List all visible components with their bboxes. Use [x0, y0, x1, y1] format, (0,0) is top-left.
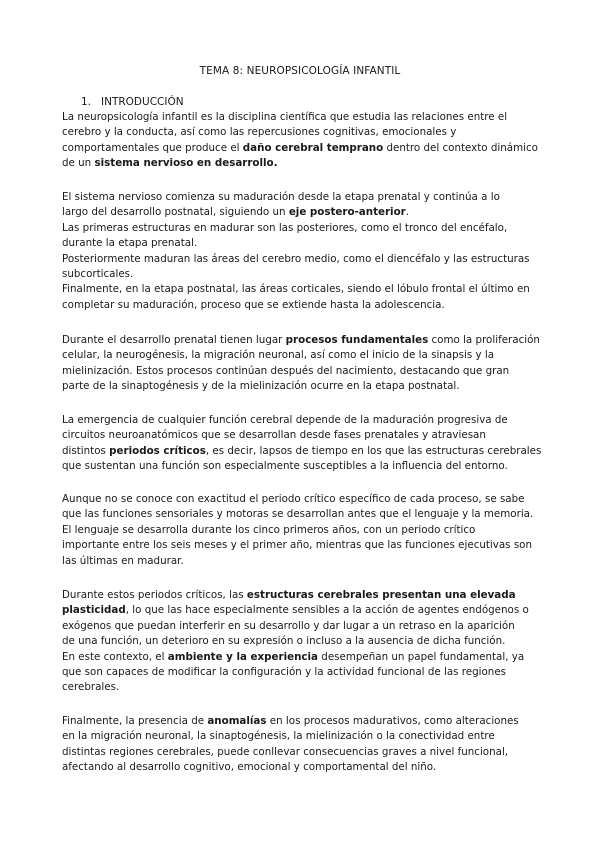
text-line — [62, 428, 542, 443]
text-run: parte de la sinaptogénesis y de la mielinización ocurre en la etapa postnatal. — [62, 380, 460, 393]
text-run: cerebrales. — [62, 681, 120, 694]
bold-text: ambiente y la experiencia — [167, 650, 319, 663]
text-line — [62, 554, 542, 569]
text-line — [62, 665, 542, 680]
text-line — [62, 729, 542, 744]
paragraph-5 — [62, 492, 542, 569]
text-run: de una función, un deterioro en su expresión o incluso a la ausencia de dicha función. — [62, 635, 506, 648]
text-run: durante la etapa prenatal. — [62, 237, 198, 250]
text-run: dentro del contexto dinámico — [383, 141, 538, 154]
bold-text: periodos críticos — [109, 444, 206, 457]
text-line — [62, 252, 542, 267]
text-line — [62, 634, 542, 649]
text-line — [62, 156, 542, 171]
text-line — [62, 333, 542, 348]
text-line — [62, 444, 542, 459]
text-run: distintas regiones cerebrales, puede conllevar consecuencias graves a nivel funcional, — [62, 745, 509, 758]
text-run: Durante estos periodos críticos, las — [62, 589, 247, 601]
bold-text: daño cerebral temprano — [242, 141, 384, 154]
text-run: afectando al desarrollo cognitivo, emocional y comportamental del niño. — [62, 761, 437, 774]
text-run: de un — [62, 157, 95, 170]
text-run: en los procesos madurativos, como alteraciones — [266, 715, 519, 727]
paragraph-7 — [62, 714, 542, 776]
section-heading — [81, 95, 184, 109]
text-line — [62, 492, 542, 507]
text-line — [62, 190, 542, 205]
text-run: que son capaces de modificar la configuración y la actividad funcional de las regiones — [62, 666, 507, 679]
section-number: 1. — [81, 96, 92, 108]
text-line — [62, 298, 542, 313]
text-run: Durante el desarrollo prenatal tienen lugar — [62, 334, 286, 346]
text-line — [62, 205, 542, 220]
text-run: desempeñan un papel fundamental, ya — [318, 650, 525, 663]
text-run: que sustentan una función son especialmente susceptibles a la influencia del entorno. — [62, 460, 508, 473]
text-run: . — [405, 206, 410, 219]
text-line — [62, 603, 542, 618]
text-run: celular, la neurogénesis, la migración neuronal, así como el inicio de la sinapsis y la — [62, 349, 495, 362]
text-line — [62, 379, 542, 394]
paragraph-4 — [62, 413, 542, 475]
text-line — [62, 650, 542, 665]
text-run: Finalmente, en la etapa postnatal, las áreas corticales, siendo el lóbulo frontal el último en — [62, 283, 530, 296]
text-run: importante entre los seis meses y el primer año, mientras que las funciones ejecutivas son — [62, 539, 533, 552]
text-line — [62, 141, 542, 156]
text-line — [62, 745, 542, 760]
text-line — [62, 507, 542, 522]
text-run: Posteriormente maduran las áreas del cerebro medio, como el diencéfalo y las estructuras — [62, 252, 530, 265]
text-run: comportamentales que produce el — [62, 141, 243, 154]
text-run: Aunque no se conoce con exactitud el periodo crítico específico de cada proceso, se sabe — [62, 493, 525, 505]
page-title: TEMA 8: NEUROPSICOLOGÍA INFANTIL — [199, 65, 401, 77]
paragraph-1 — [62, 110, 542, 172]
text-line — [62, 588, 542, 603]
text-run: cerebro y la conducta, así como las repercusiones cognitivas, emocionales y — [62, 126, 457, 139]
text-run: , es decir, lapsos de tiempo en los que las estructuras cerebrales — [205, 444, 542, 457]
text-run: La emergencia de cualquier función cerebral depende de la maduración progresiva de — [62, 414, 508, 426]
text-line — [62, 413, 542, 428]
text-run: El lenguaje se desarrolla durante los cinco primeros años, con un periodo crítico — [62, 523, 476, 536]
text-run: exógenos que puedan interferir en su desarrollo y dar lugar a un retraso en la aparición — [62, 619, 515, 632]
text-run: En este contexto, el — [62, 650, 168, 663]
text-line — [62, 125, 542, 140]
text-line — [62, 236, 542, 251]
text-line — [62, 221, 542, 236]
text-run: mielinización. Estos procesos continúan después del nacimiento, destacando que gran — [62, 364, 510, 377]
text-line — [62, 348, 542, 363]
text-line — [62, 714, 542, 729]
bold-text: estructuras cerebrales presentan una elevada — [246, 589, 516, 601]
text-run: circuitos neuroanatómicos que se desarrollan desde fases prenatales y atraviesan — [62, 429, 486, 442]
text-run: en la migración neuronal, la sinaptogénesis, la mielinización o la conectividad entre — [62, 730, 495, 743]
text-run: que las funciones sensoriales y motoras se desarrollan antes que el lenguaje y la memoria. — [62, 508, 534, 521]
paragraph-3 — [62, 333, 542, 395]
text-run: Finalmente, la presencia de — [62, 715, 208, 727]
text-line — [62, 110, 542, 125]
text-run: El sistema nervioso comienza su maduración desde la etapa prenatal y continúa a lo — [62, 191, 500, 203]
bold-text: eje postero-anterior — [288, 206, 406, 219]
bold-text: sistema nervioso en desarrollo. — [94, 157, 278, 170]
bold-text: plasticidad — [62, 604, 126, 617]
bold-text: procesos fundamentales — [285, 334, 429, 346]
paragraph-2 — [62, 190, 542, 313]
text-line — [62, 364, 542, 379]
text-run: distintos — [62, 444, 110, 457]
text-line — [62, 680, 542, 695]
text-run: La neuropsicología infantil es la disciplina científica que estudia las relaciones entre el — [62, 111, 508, 123]
text-line — [62, 282, 542, 297]
text-run: largo del desarrollo postnatal, siguiendo un — [62, 206, 289, 219]
text-line — [62, 267, 542, 282]
text-run: como la proliferación — [428, 334, 540, 346]
text-line — [62, 760, 542, 775]
text-run: Las primeras estructuras en madurar son las posteriores, como el tronco del encéfalo, — [62, 221, 508, 234]
text-run: completar su maduración, proceso que se extiende hasta la adolescencia. — [62, 298, 445, 311]
text-line — [62, 538, 542, 553]
text-line — [62, 523, 542, 538]
paragraph-6 — [62, 588, 542, 696]
text-run: , lo que las hace especialmente sensibles a la acción de agentes endógenos o — [125, 604, 529, 617]
section-title: INTRODUCCIÓN — [101, 96, 184, 108]
text-run: subcorticales. — [62, 268, 134, 281]
bold-text: anomalías — [207, 715, 267, 727]
text-line — [62, 619, 542, 634]
text-line — [62, 459, 542, 474]
text-run: las últimas en madurar. — [62, 554, 184, 567]
